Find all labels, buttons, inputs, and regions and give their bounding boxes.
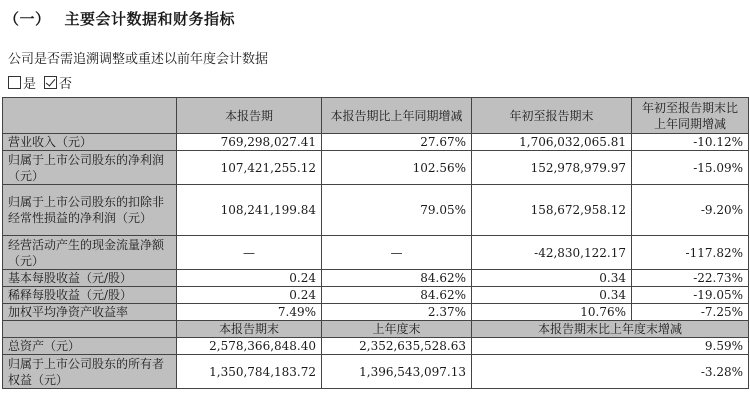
row-label: 总资产（元）: [3, 338, 177, 355]
table-cell: 2,578,366,848.40: [177, 338, 322, 355]
row-label: 营业收入（元）: [3, 134, 177, 151]
table-cell: 0.34: [472, 287, 632, 304]
table-subheader-row: [3, 321, 749, 338]
table-cell: 79.05%: [322, 185, 472, 236]
table-cell: 9.59%: [472, 338, 749, 355]
table-cell: 102.56%: [322, 151, 472, 185]
header-cell: 本报告期比上年同期增减: [322, 98, 472, 134]
table-cell: 7.49%: [177, 304, 322, 321]
header-cell: 年初至报告期末: [472, 98, 632, 134]
table-cell: 152,978,979.97: [472, 151, 632, 185]
table-row: [3, 304, 749, 321]
table-cell: -15.09%: [632, 151, 749, 185]
header-cell: 上年度末: [322, 321, 472, 338]
row-label: 归属于上市公司股东的所有者权益（元）: [3, 355, 177, 389]
table-cell: 1,706,032,065.81: [472, 134, 632, 151]
table-cell: -22.73%: [632, 270, 749, 287]
section-title: 主要会计数据和财务指标: [64, 10, 236, 28]
table-row: [3, 270, 749, 287]
row-label: 基本每股收益（元/股）: [3, 270, 177, 287]
subheader-corner-cell: [3, 321, 177, 338]
row-label: 归属于上市公司股东的扣除非经常性损益的净利润（元）: [3, 185, 177, 236]
checkbox-checked-icon[interactable]: [44, 76, 57, 89]
header-cell: 本报告期末比上年度末增减: [472, 321, 749, 338]
table-cell: -9.20%: [632, 185, 749, 236]
section-number: （一）: [4, 10, 51, 28]
header-cell: 本报告期末: [177, 321, 322, 338]
table-cell: 0.24: [177, 287, 322, 304]
table-cell: 1,350,784,183.72: [177, 355, 322, 389]
table-cell: 0.34: [472, 270, 632, 287]
table-cell: —: [322, 236, 472, 270]
checkbox-unchecked-icon[interactable]: [8, 76, 21, 89]
section-heading: [4, 8, 235, 29]
table-cell: -7.25%: [632, 304, 749, 321]
table-cell: 2,352,635,528.63: [322, 338, 472, 355]
table-cell: 2.37%: [322, 304, 472, 321]
table-cell: 0.24: [177, 270, 322, 287]
table-header-row: [3, 98, 749, 134]
table-cell: 84.62%: [322, 270, 472, 287]
row-label: 稀释每股收益（元/股）: [3, 287, 177, 304]
table-cell: 27.67%: [322, 134, 472, 151]
table-cell: -19.05%: [632, 287, 749, 304]
financial-data-table: [2, 97, 749, 389]
table-row: [3, 236, 749, 270]
table-cell: -10.12%: [632, 134, 749, 151]
table-cell: -3.28%: [472, 355, 749, 389]
table-row: [3, 338, 749, 355]
table-row: [3, 355, 749, 389]
row-label: 加权平均净资产收益率: [3, 304, 177, 321]
table-cell: 107,421,255.12: [177, 151, 322, 185]
table-cell: 108,241,199.84: [177, 185, 322, 236]
option-no[interactable]: [44, 73, 72, 92]
option-no-label: 否: [59, 77, 73, 92]
header-cell: 年初至报告期末比上年同期增减: [632, 98, 749, 134]
row-label: 归属于上市公司股东的净利润（元）: [3, 151, 177, 185]
option-yes[interactable]: [8, 73, 36, 92]
table-cell: 10.76%: [472, 304, 632, 321]
table-row: [3, 134, 749, 151]
restatement-question: 公司是否需追溯调整或重述以前年度会计数据: [8, 52, 269, 67]
header-cell: 本报告期: [177, 98, 322, 134]
option-yes-label: 是: [23, 77, 37, 92]
table-cell: -117.82%: [632, 236, 749, 270]
header-corner-cell: [3, 98, 177, 134]
table-cell: -42,830,122.17: [472, 236, 632, 270]
table-cell: 1,396,543,097.13: [322, 355, 472, 389]
table-cell: 769,298,027.41: [177, 134, 322, 151]
restatement-answer: [8, 73, 78, 92]
table-row: [3, 185, 749, 236]
table-cell: 158,672,958.12: [472, 185, 632, 236]
table-cell: —: [177, 236, 322, 270]
table-row: [3, 287, 749, 304]
table-cell: 84.62%: [322, 287, 472, 304]
table-row: [3, 151, 749, 185]
row-label: 经营活动产生的现金流量净额（元）: [3, 236, 177, 270]
